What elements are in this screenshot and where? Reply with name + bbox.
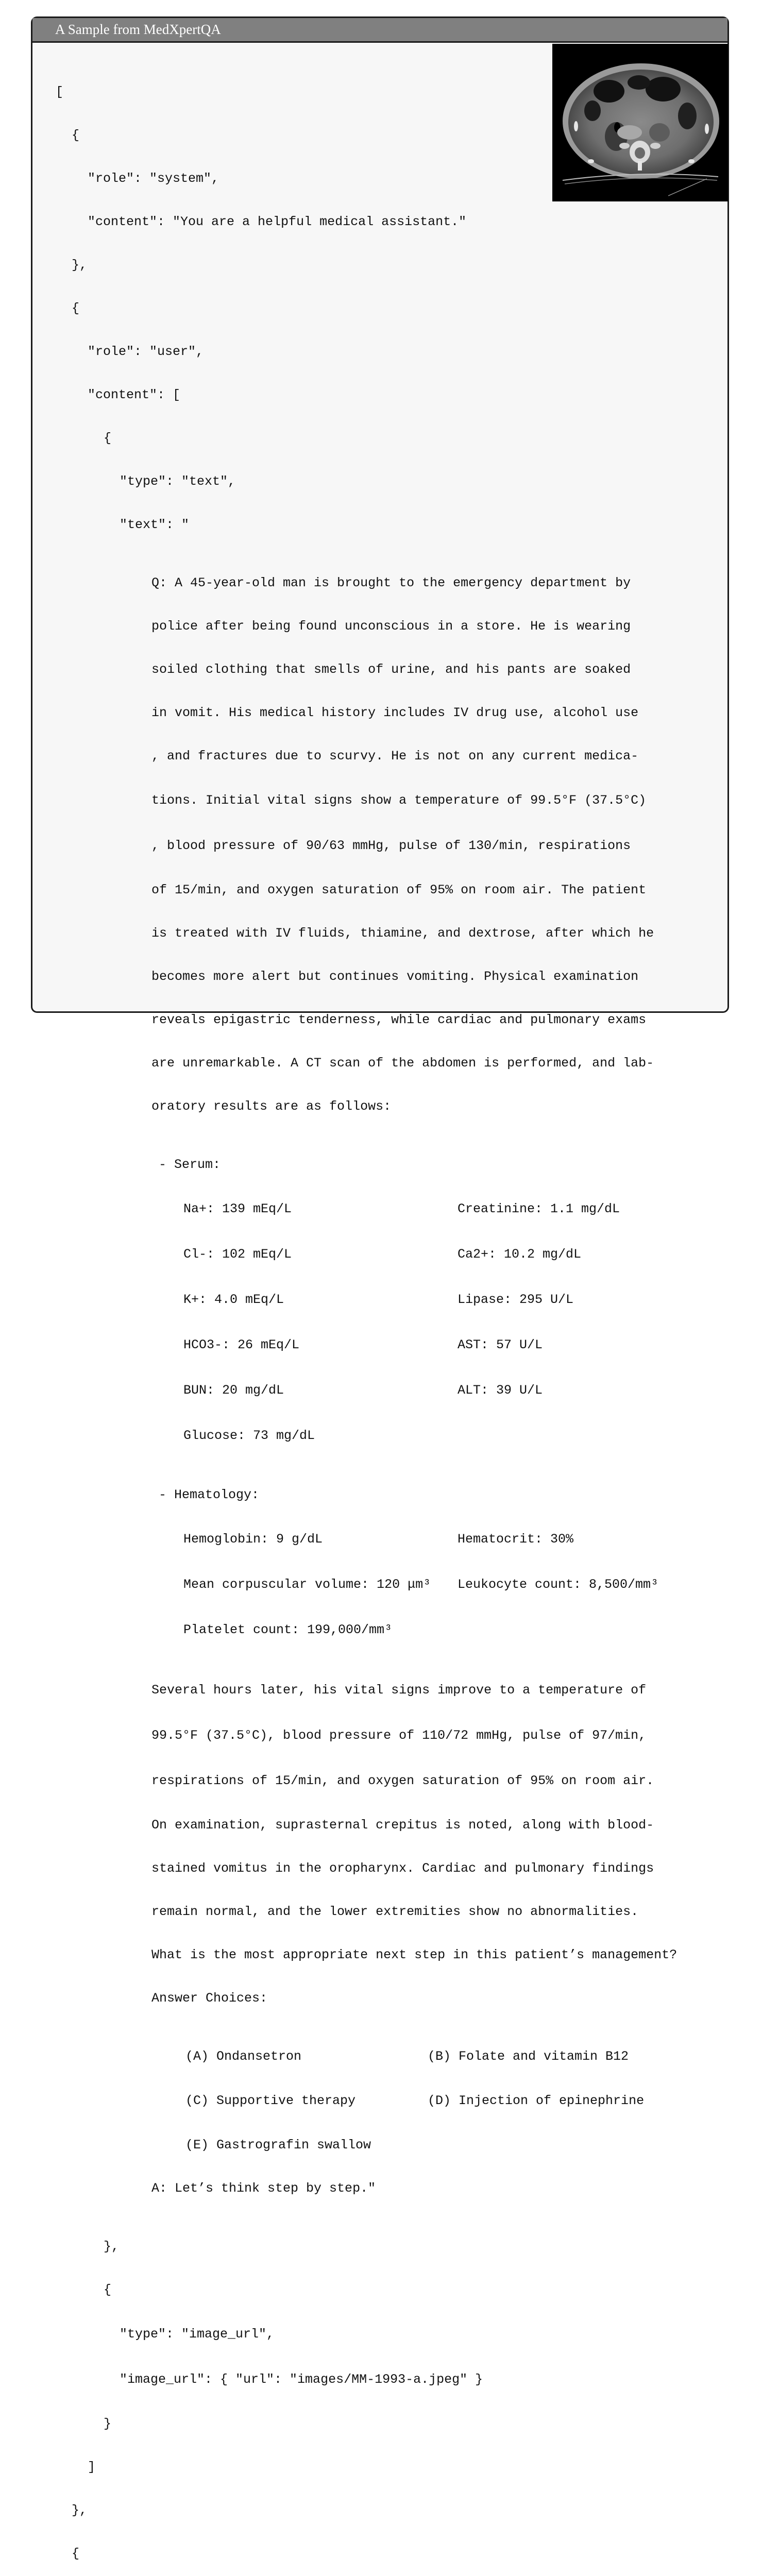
code-line: }, bbox=[72, 2503, 88, 2518]
answer-prompt: A: Let’s think step by step." bbox=[151, 2181, 376, 2196]
lab-value: Mean corpuscular volume: 120 μm³ bbox=[183, 1577, 431, 1592]
code-line: "role": "user", bbox=[88, 344, 204, 359]
lab-row bbox=[56, 1532, 677, 1547]
lab-value: Leukocyte count: 8,500/mm³ bbox=[458, 1577, 659, 1592]
code-line: { bbox=[104, 2282, 112, 2297]
question-line: are unremarkable. A CT scan of the abdomen is performed, and lab- bbox=[151, 1056, 654, 1071]
answer-choice: (D) Injection of epinephrine bbox=[428, 2093, 645, 2108]
code-line: [ bbox=[56, 84, 64, 99]
lab-value: Hematocrit: 30% bbox=[458, 1532, 574, 1547]
lab-value: BUN: 20 mg/dL bbox=[183, 1383, 284, 1398]
code-line: "text": " bbox=[120, 517, 190, 532]
choice-row bbox=[56, 2050, 677, 2063]
question-line: soiled clothing that smells of urine, and his pants are soaked bbox=[151, 662, 631, 677]
lab-row bbox=[56, 1201, 677, 1217]
code-line: }, bbox=[104, 2239, 120, 2254]
code-line: }, bbox=[72, 258, 88, 273]
lab-value: AST: 57 U/L bbox=[458, 1337, 543, 1352]
code-line: "content": [ bbox=[88, 387, 181, 402]
code-line: { bbox=[72, 301, 80, 316]
lab-value: Creatinine: 1.1 mg/dL bbox=[458, 1201, 620, 1216]
code-line: "role": "system", bbox=[88, 171, 219, 186]
question-line: police after being found unconscious in a store. He is wearing bbox=[151, 619, 631, 634]
code-line: "type": "image_url", bbox=[120, 2327, 275, 2342]
json-code-block bbox=[56, 56, 677, 2576]
lab-value: K+: 4.0 mEq/L bbox=[183, 1292, 284, 1307]
question-line: in vomit. His medical history includes IV drug use, alcohol use bbox=[151, 705, 639, 720]
code-line: "image_url": { "url": "images/MM-1993-a.jpeg" } bbox=[120, 2372, 483, 2387]
hematology-heading: - Hematology: bbox=[159, 1487, 260, 1502]
code-line: { bbox=[72, 2546, 80, 2561]
answer-choice: (A) Ondansetron bbox=[185, 2049, 302, 2064]
lab-row bbox=[56, 1383, 677, 1398]
question-line: reveals epigastric tenderness, while cardiac and pulmonary exams bbox=[151, 1012, 647, 1027]
followup-line: stained vomitus in the oropharynx. Cardiac and pulmonary findings bbox=[151, 1861, 654, 1876]
code-line: } bbox=[104, 2416, 112, 2431]
followup-line: On examination, suprasternal crepitus is noted, along with blood- bbox=[151, 1818, 654, 1833]
lab-value: Platelet count: 199,000/mm³ bbox=[183, 1622, 393, 1637]
question-line: becomes more alert but continues vomiting. Physical examination bbox=[151, 969, 639, 984]
code-line: { bbox=[72, 128, 80, 143]
followup-line: Several hours later, his vital signs improve to a temperature of bbox=[151, 1683, 647, 1698]
lab-value: HCO3-: 26 mEq/L bbox=[183, 1337, 300, 1352]
followup-line: respirations of 15/min, and oxygen saturation of 95% on room air. bbox=[151, 1773, 654, 1788]
question-line: of 15/min, and oxygen saturation of 95% on room air. The patient bbox=[151, 883, 647, 897]
code-line: "type": "text", bbox=[120, 474, 236, 489]
lab-value: Glucose: 73 mg/dL bbox=[183, 1428, 315, 1443]
code-line: { bbox=[104, 431, 112, 446]
lab-value: Lipase: 295 U/L bbox=[458, 1292, 574, 1307]
question-line: , blood pressure of 90/63 mmHg, pulse of 130/min, respirations bbox=[151, 838, 631, 853]
question-line: is treated with IV fluids, thiamine, and dextrose, after which he bbox=[151, 926, 654, 941]
lab-value: Cl-: 102 mEq/L bbox=[183, 1247, 292, 1262]
followup-line: remain normal, and the lower extremities show no abnormalities. bbox=[151, 1904, 639, 1919]
box-title: A Sample from MedXpertQA bbox=[32, 18, 727, 43]
question-line: oratory results are as follows: bbox=[151, 1099, 392, 1114]
followup-line: 99.5°F (37.5°C), blood pressure of 110/72 mmHg, pulse of 97/min, bbox=[151, 1728, 647, 1743]
lab-value: Na+: 139 mEq/L bbox=[183, 1201, 292, 1216]
question-line: Q: A 45-year-old man is brought to the emergency department by bbox=[151, 575, 631, 590]
lab-row bbox=[56, 1247, 677, 1262]
lab-row bbox=[56, 1292, 677, 1308]
lab-value: Hemoglobin: 9 g/dL bbox=[183, 1532, 323, 1547]
serum-heading: - Serum: bbox=[159, 1157, 221, 1172]
code-line: ] bbox=[88, 2460, 96, 2475]
followup-line: Answer Choices: bbox=[151, 1991, 268, 2006]
answer-choice: (E) Gastrografin swallow bbox=[185, 2138, 371, 2153]
choice-row bbox=[56, 2093, 677, 2109]
lab-row bbox=[56, 1622, 677, 1638]
code-line: "content": "You are a helpful medical assistant." bbox=[88, 214, 467, 229]
lab-row bbox=[56, 1428, 677, 1444]
answer-choice: (B) Folate and vitamin B12 bbox=[428, 2049, 629, 2064]
question-line: tions. Initial vital signs show a temperature of 99.5°F (37.5°C) bbox=[151, 793, 647, 808]
followup-line: What is the most appropriate next step in this patient’s management? bbox=[151, 1947, 678, 1962]
answer-choice: (C) Supportive therapy bbox=[185, 2093, 356, 2108]
lab-row bbox=[56, 1577, 677, 1592]
question-line: , and fractures due to scurvy. He is not on any current medica- bbox=[151, 749, 639, 764]
lab-value: Ca2+: 10.2 mg/dL bbox=[458, 1247, 582, 1262]
lab-value: ALT: 39 U/L bbox=[458, 1383, 543, 1398]
choice-row bbox=[56, 2139, 677, 2152]
lab-row bbox=[56, 1337, 677, 1353]
